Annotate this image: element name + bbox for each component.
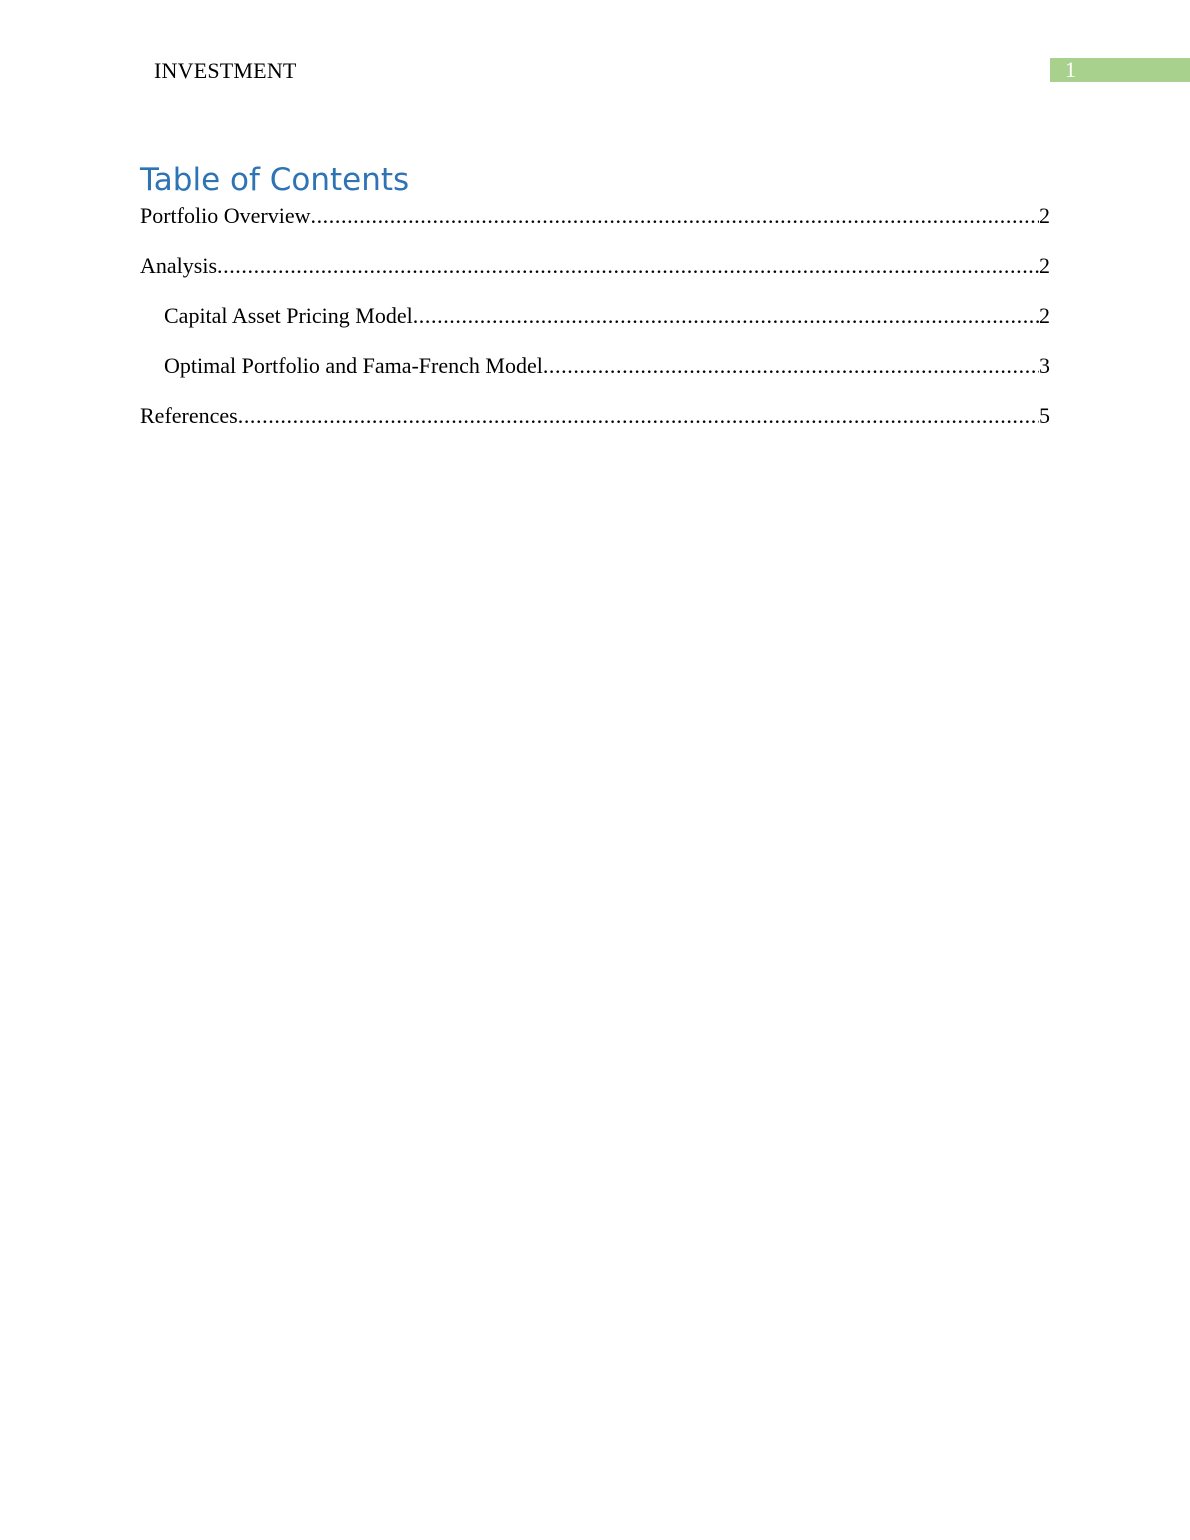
- running-head: INVESTMENT: [154, 58, 297, 83]
- toc-entry-label: Optimal Portfolio and Fama-French Model: [164, 353, 543, 378]
- toc-entry-analysis[interactable]: [140, 252, 1050, 280]
- toc-dot-leader: [543, 352, 1039, 380]
- toc-entry-references[interactable]: [140, 402, 1050, 430]
- toc-entry-portfolio-overview[interactable]: [140, 202, 1050, 230]
- toc-heading: Table of Contents: [140, 162, 410, 198]
- toc-entry-page: 2: [1039, 203, 1050, 228]
- toc-entry-label: References: [140, 403, 238, 428]
- toc-entry-page: 2: [1039, 253, 1050, 278]
- toc-dot-leader: [217, 252, 1039, 280]
- toc-dot-leader: [310, 202, 1039, 230]
- page-number: 1: [1065, 57, 1076, 82]
- toc-entry-page: 5: [1039, 403, 1050, 428]
- toc-entry-page: 2: [1039, 303, 1050, 328]
- toc-entry-label: Analysis: [140, 253, 217, 278]
- toc-entry-label: Capital Asset Pricing Model: [164, 303, 413, 328]
- toc-dot-leader: [238, 402, 1039, 430]
- toc-entry-page: 3: [1039, 353, 1050, 378]
- toc-entry-optimal-portfolio[interactable]: [164, 352, 1050, 380]
- page-number-bar: [1050, 58, 1190, 82]
- toc-entry-label: Portfolio Overview: [140, 203, 311, 228]
- toc-dot-leader: [413, 302, 1039, 330]
- toc-entry-capm[interactable]: [164, 302, 1050, 330]
